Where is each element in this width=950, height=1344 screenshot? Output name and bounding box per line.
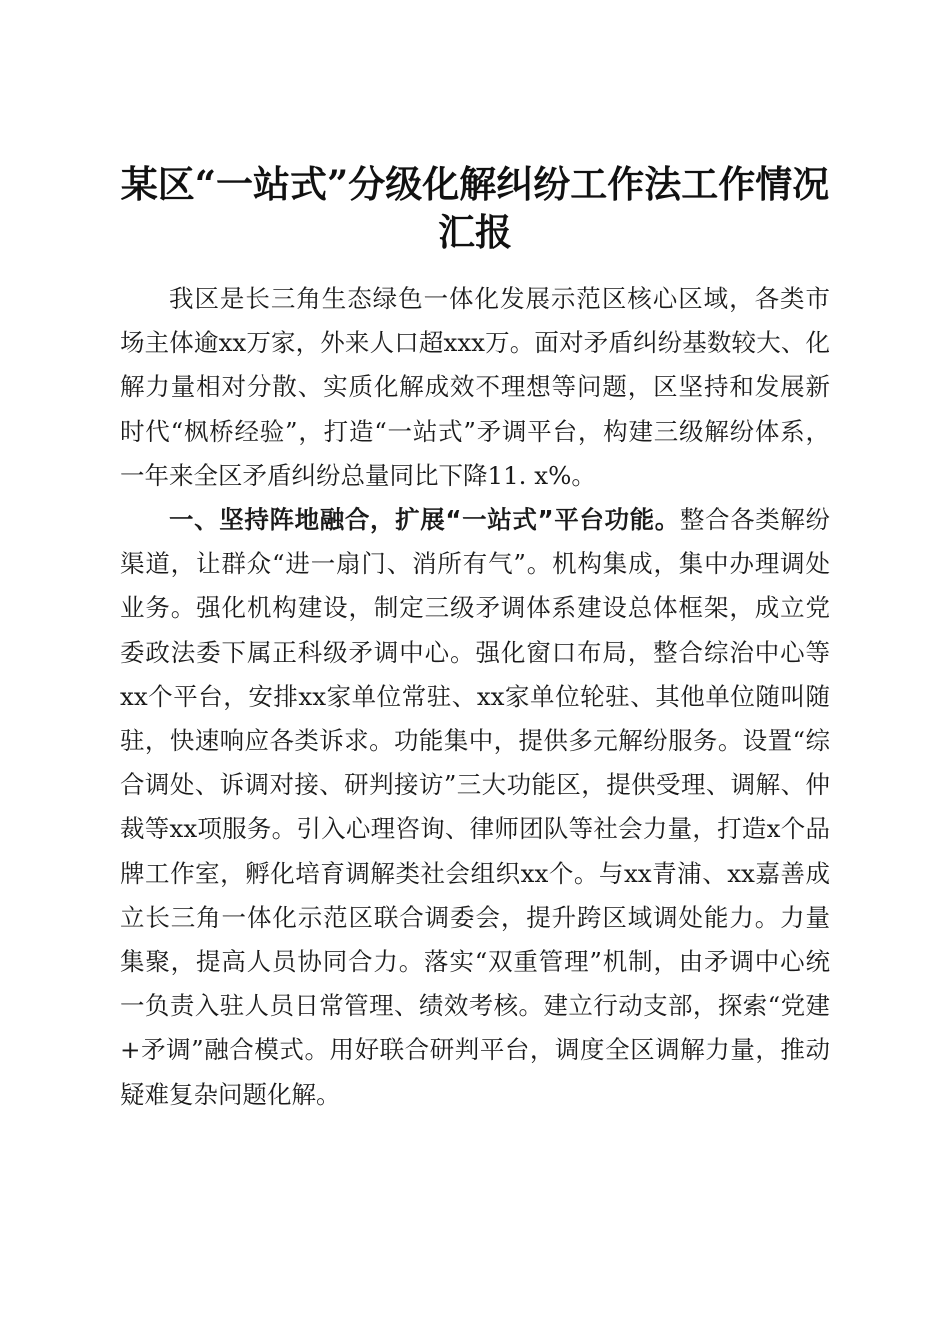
paragraph-intro-text: 我区是长三角生态绿色一体化发展示范区核心区域，各类市场主体逾xx万家，外来人口超xxx万。面对矛盾纠纷基数较大、化解力量相对分散、实质化解成效不理想等问题，区坚持和发展新时代“枫桥经验”，打造“一站式”矛调平台，构建三级解纷体系，一年来全区矛盾纠纷总量同比下降11. x%。 [120,284,830,490]
section-1-heading: 一、坚持阵地融合，扩展“一站式”平台功能。 [169,505,680,535]
title-line-2: 汇报 [438,209,512,254]
paragraph-intro [120,277,830,498]
document-title [110,160,840,256]
section-1-text: 整合各类解纷渠道，让群众“进一扇门、消所有气”。机构集成，集中办理调处业务。强化机构建设，制定三级矛调体系建设总体框架，成立党委政法委下属正科级矛调中心。强化窗口布局，整合综治中心等xx个平台，安排xx家单位常驻、xx家单位轮驻、其他单位随叫随驻，快速响应各类诉求。功能集中，提供多元解纷服务。设置“综合调处、诉调对接、研判接访”三大功能区，提供受理、调解、仲裁等xx项服务。引入心理咨询、律师团队等社会力量，打造x个品牌工作室，孵化培育调解类社会组织xx个。与xx青浦、xx嘉善成立长三角一体化示范区联合调委会，提升跨区域调处能力。力量集聚，提高人员协同合力。落实“双重管理”机制，由矛调中心统一负责入驻人员日常管理、绩效考核。建立行动支部，探索“党建+矛调”融合模式。用好联合研判平台，调度全区调解力量，推动疑难复杂问题化解。 [120,505,831,1109]
title-line-1: 某区“一站式”分级化解纠纷工作法工作情况 [120,161,830,206]
paragraph-section-1 [120,498,830,1117]
document-body [120,277,830,1117]
